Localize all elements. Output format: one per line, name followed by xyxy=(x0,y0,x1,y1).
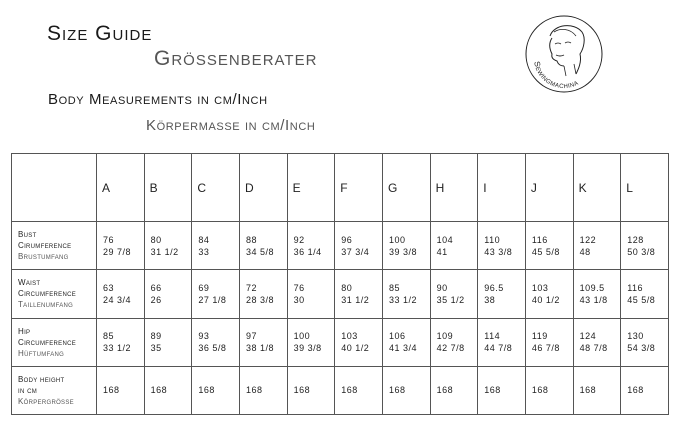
value-cm: 93 xyxy=(198,331,210,342)
size-header-i: I xyxy=(478,154,526,222)
size-header-row xyxy=(12,154,669,222)
measurement-cell xyxy=(239,318,287,366)
size-header-d: D xyxy=(239,154,287,222)
value-cm: 168 xyxy=(388,385,406,396)
measurement-cell xyxy=(382,270,430,318)
row-label-german: Hüftumfang xyxy=(18,348,65,358)
row-label-english: Body height xyxy=(18,374,65,384)
subtitle-english: Body Measurements in cm/Inch xyxy=(48,91,268,108)
value-cm: 168 xyxy=(627,385,644,396)
value-inch: 40 1/2 xyxy=(341,343,370,354)
size-table xyxy=(11,153,669,415)
measurement-cell xyxy=(144,270,192,318)
value-inch: 45 5/8 xyxy=(531,246,560,257)
value-inch: 35 xyxy=(150,343,162,354)
value-cm: 116 xyxy=(531,234,548,245)
value-cm: 110 xyxy=(484,234,501,245)
value-cm: 66 xyxy=(150,282,162,293)
size-header-h: H xyxy=(430,154,478,222)
value-cm: 103 xyxy=(531,282,549,293)
measurement-cell xyxy=(97,366,145,414)
value-cm: 168 xyxy=(293,385,311,396)
value-cm: 168 xyxy=(198,385,215,396)
measurement-cell xyxy=(382,366,430,414)
value-inch: 45 5/8 xyxy=(627,294,656,305)
header-empty-cell xyxy=(12,154,97,222)
measurement-row xyxy=(12,366,669,414)
row-label-english: Hip xyxy=(18,326,31,336)
measurement-cell xyxy=(192,318,240,366)
measurement-cell xyxy=(478,366,526,414)
value-inch: 40 1/2 xyxy=(531,294,560,305)
row-label-english: Cirumference xyxy=(18,241,72,251)
value-inch: 50 3/8 xyxy=(627,246,656,257)
measurement-cell xyxy=(97,318,145,366)
value-inch: 43 3/8 xyxy=(484,246,513,257)
value-cm: 90 xyxy=(436,282,448,293)
value-cm: 122 xyxy=(579,234,597,245)
row-label-english: Waist xyxy=(18,278,41,288)
value-cm: 104 xyxy=(436,234,454,245)
row-label-german: Brustumfang xyxy=(18,252,69,262)
measurement-cell xyxy=(144,222,192,270)
measurement-cell xyxy=(382,318,430,366)
measurement-cell xyxy=(573,270,621,318)
value-inch: 31 1/2 xyxy=(150,246,179,257)
value-inch: 30 xyxy=(293,294,305,305)
value-inch: 36 1/4 xyxy=(293,246,322,257)
value-cm: 109 xyxy=(436,331,454,342)
value-inch: 27 1/8 xyxy=(198,294,227,305)
size-header-c: C xyxy=(192,154,240,222)
value-cm: 168 xyxy=(103,385,120,396)
size-header-g: G xyxy=(382,154,430,222)
value-cm: 168 xyxy=(579,385,597,396)
measurement-cell xyxy=(430,270,478,318)
measurement-cell xyxy=(478,318,526,366)
value-inch: 26 xyxy=(150,294,162,305)
value-cm: 128 xyxy=(627,234,644,245)
svg-text:Sewingmachina xyxy=(532,60,580,90)
measurement-row xyxy=(12,318,669,366)
measurement-cell xyxy=(335,270,383,318)
value-cm: 130 xyxy=(627,331,644,342)
value-inch: 33 1/2 xyxy=(103,343,132,354)
value-cm: 80 xyxy=(341,282,353,293)
value-inch: 54 3/8 xyxy=(627,343,656,354)
value-cm: 168 xyxy=(484,385,501,396)
value-inch: 28 3/8 xyxy=(245,294,274,305)
row-label xyxy=(12,318,97,366)
measurement-cell xyxy=(335,222,383,270)
value-cm: 106 xyxy=(388,331,406,342)
value-inch: 38 1/8 xyxy=(245,343,274,354)
value-cm: 96 xyxy=(341,234,353,245)
value-cm: 103 xyxy=(341,331,358,342)
measurement-cell xyxy=(573,318,621,366)
value-cm: 69 xyxy=(198,282,210,293)
value-inch: 41 3/4 xyxy=(388,343,417,354)
value-inch: 36 5/8 xyxy=(198,343,227,354)
value-cm: 168 xyxy=(531,385,549,396)
measurement-cell xyxy=(192,222,240,270)
measurement-cell xyxy=(97,222,145,270)
size-header-k: K xyxy=(573,154,621,222)
measurement-cell xyxy=(192,366,240,414)
row-label-english: in cm xyxy=(18,385,38,395)
measurement-cell xyxy=(287,270,335,318)
value-cm: 76 xyxy=(293,282,305,293)
value-inch: 41 xyxy=(436,246,448,257)
value-cm: 124 xyxy=(579,331,597,342)
value-inch: 39 3/8 xyxy=(388,246,417,257)
value-cm: 97 xyxy=(245,331,257,342)
logo-wordmark xyxy=(524,14,604,94)
value-inch: 44 7/8 xyxy=(484,343,513,354)
value-cm: 80 xyxy=(150,234,162,245)
value-cm: 168 xyxy=(150,385,168,396)
measurement-cell xyxy=(192,270,240,318)
value-inch: 46 7/8 xyxy=(531,343,560,354)
value-cm: 96.5 xyxy=(484,282,504,293)
row-label xyxy=(12,222,97,270)
row-label-english: Circumference xyxy=(18,337,77,347)
measurement-cell xyxy=(287,318,335,366)
value-inch: 24 3/4 xyxy=(103,294,132,305)
measurement-cell xyxy=(144,318,192,366)
measurement-cell xyxy=(621,366,669,414)
subtitle-german: Körpermasse in cm/Inch xyxy=(146,117,316,134)
row-label-german: Taillenumfang xyxy=(18,300,74,310)
value-inch: 29 7/8 xyxy=(103,246,132,257)
row-label-english: Bust xyxy=(18,230,37,240)
measurement-cell xyxy=(287,366,335,414)
measurement-cell xyxy=(525,222,573,270)
measurement-cell xyxy=(335,366,383,414)
value-inch: 38 xyxy=(484,294,496,305)
row-label xyxy=(12,366,97,414)
value-inch: 33 1/2 xyxy=(388,294,417,305)
value-cm: 109.5 xyxy=(579,282,605,293)
value-cm: 114 xyxy=(484,331,501,342)
measurement-cell xyxy=(525,318,573,366)
value-inch: 33 xyxy=(198,246,210,257)
size-header-b: B xyxy=(144,154,192,222)
value-cm: 84 xyxy=(198,234,210,245)
row-label-english: Circumference xyxy=(18,289,77,299)
value-cm: 168 xyxy=(341,385,358,396)
measurement-cell xyxy=(430,318,478,366)
measurement-cell xyxy=(525,270,573,318)
size-header-l: L xyxy=(621,154,669,222)
value-inch: 48 xyxy=(579,246,591,257)
value-inch: 37 3/4 xyxy=(341,246,370,257)
measurement-cell xyxy=(97,270,145,318)
measurement-cell xyxy=(573,222,621,270)
title-german: Grössenberater xyxy=(154,47,318,70)
measurement-cell xyxy=(621,270,669,318)
value-cm: 76 xyxy=(103,234,115,245)
measurement-cell xyxy=(239,366,287,414)
value-cm: 100 xyxy=(388,234,406,245)
measurement-cell xyxy=(239,270,287,318)
size-header-a: A xyxy=(97,154,145,222)
size-header-e: E xyxy=(287,154,335,222)
value-cm: 72 xyxy=(245,282,257,293)
value-cm: 168 xyxy=(245,385,263,396)
value-inch: 39 3/8 xyxy=(293,343,322,354)
value-inch: 31 1/2 xyxy=(341,294,370,305)
measurement-cell xyxy=(382,222,430,270)
row-label-german: Körpergrösse xyxy=(18,396,74,406)
measurement-cell xyxy=(430,366,478,414)
measurement-cell xyxy=(621,318,669,366)
value-cm: 85 xyxy=(103,331,115,342)
logo-text: Sewingmachina xyxy=(532,60,580,91)
measurement-cell xyxy=(239,222,287,270)
value-inch: 35 1/2 xyxy=(436,294,465,305)
measurement-cell xyxy=(573,366,621,414)
value-cm: 85 xyxy=(388,282,400,293)
measurement-cell xyxy=(478,222,526,270)
measurement-cell xyxy=(335,318,383,366)
value-cm: 168 xyxy=(436,385,454,396)
value-cm: 88 xyxy=(245,234,257,245)
measurement-cell xyxy=(287,222,335,270)
measurement-row xyxy=(12,270,669,318)
measurement-cell xyxy=(478,270,526,318)
value-cm: 116 xyxy=(627,282,644,293)
value-cm: 119 xyxy=(531,331,548,342)
row-label xyxy=(12,270,97,318)
value-cm: 92 xyxy=(293,234,305,245)
size-header-f: F xyxy=(335,154,383,222)
measurement-cell xyxy=(621,222,669,270)
value-inch: 42 7/8 xyxy=(436,343,465,354)
measurement-cell xyxy=(430,222,478,270)
title-english: Size Guide xyxy=(47,22,153,45)
size-header-j: J xyxy=(525,154,573,222)
value-cm: 100 xyxy=(293,331,311,342)
value-inch: 34 5/8 xyxy=(245,246,274,257)
measurement-row xyxy=(12,222,669,270)
value-inch: 43 1/8 xyxy=(579,294,608,305)
measurement-cell xyxy=(525,366,573,414)
value-inch: 48 7/8 xyxy=(579,343,608,354)
value-cm: 89 xyxy=(150,331,162,342)
value-cm: 63 xyxy=(103,282,115,293)
measurement-cell xyxy=(144,366,192,414)
brand-logo xyxy=(524,14,604,94)
